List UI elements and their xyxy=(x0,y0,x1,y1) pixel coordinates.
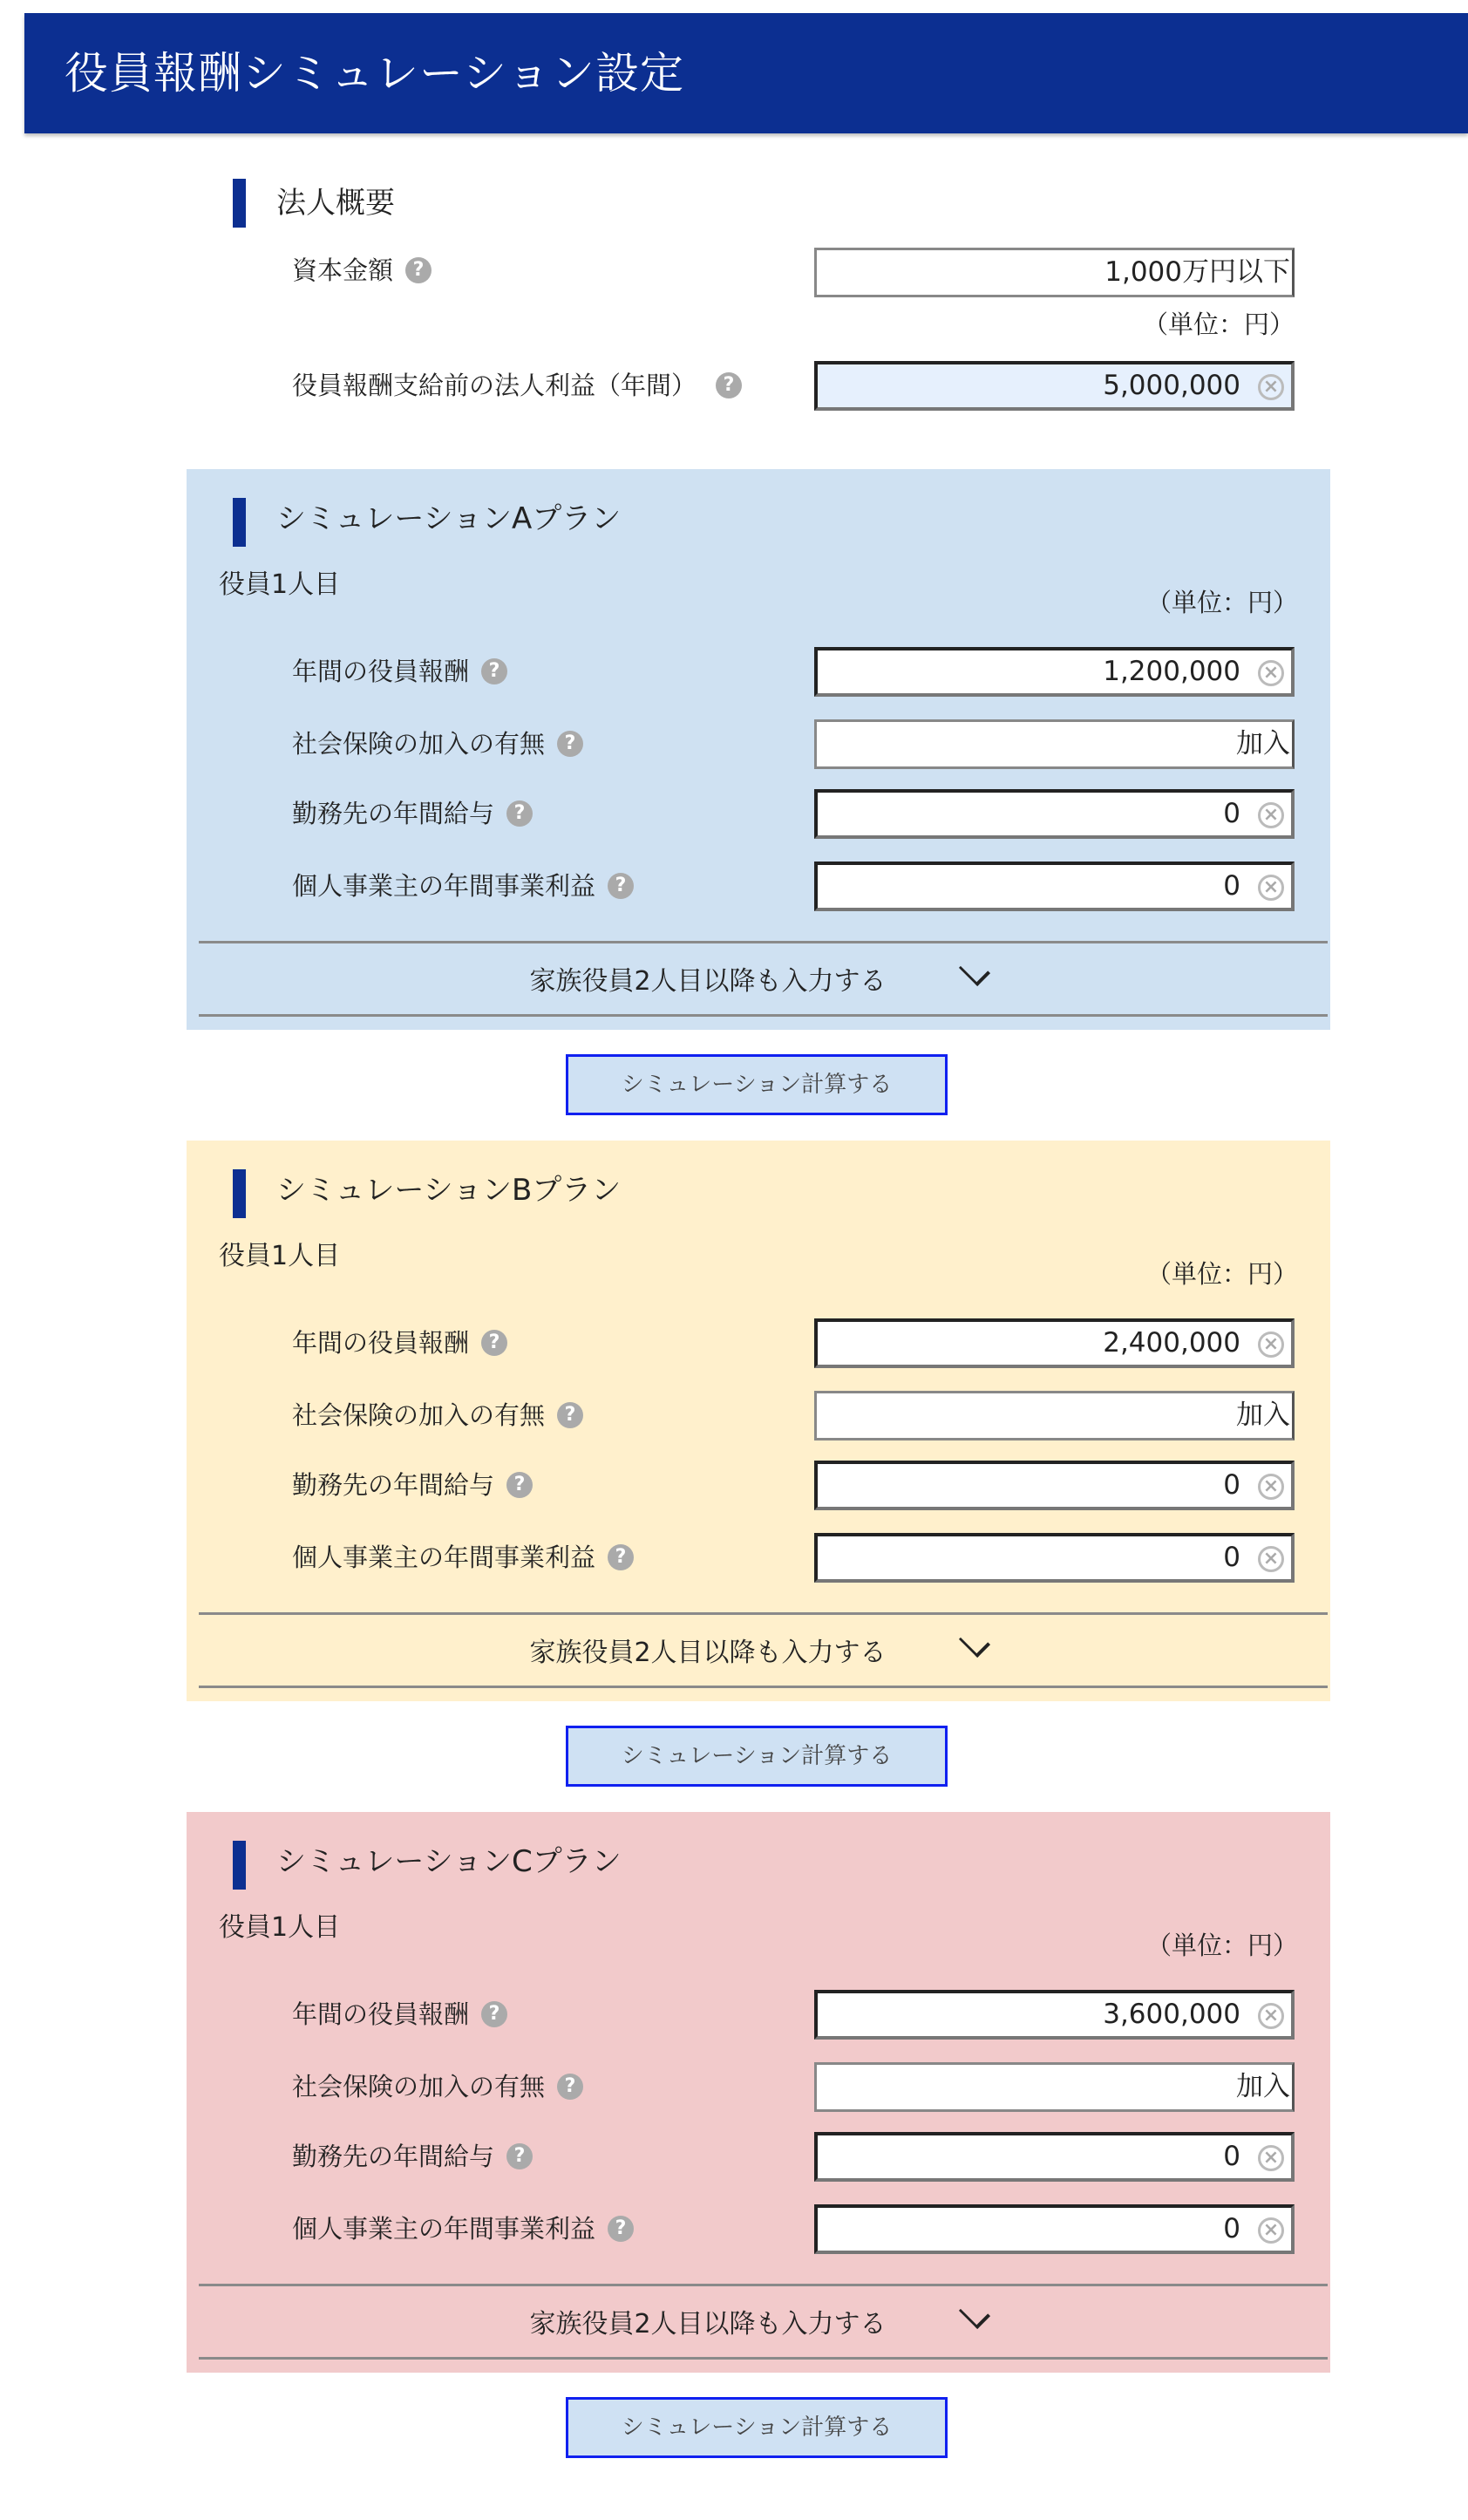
clear-icon[interactable]: × xyxy=(1258,1546,1284,1572)
annual-compensation-label-text: 年間の役員報酬 xyxy=(292,1999,470,2029)
business-profit-label-text: 個人事業主の年間事業利益 xyxy=(292,2214,596,2244)
help-icon[interactable]: ? xyxy=(405,257,432,283)
plan-a-panel xyxy=(187,469,1330,1030)
social-insurance-label-text: 社会保険の加入の有無 xyxy=(292,1400,546,1430)
chevron-down-icon xyxy=(959,2298,990,2329)
business-profit-label-text: 個人事業主の年間事業利益 xyxy=(292,1543,596,1572)
plan-c-calculate-button[interactable]: シミュレーション計算する xyxy=(566,2397,948,2458)
help-icon[interactable]: ? xyxy=(506,800,533,827)
help-icon[interactable]: ? xyxy=(506,1472,533,1498)
annual-compensation-input[interactable] xyxy=(814,647,1295,697)
clear-icon[interactable]: × xyxy=(1258,2003,1284,2029)
social-insurance-label xyxy=(292,1398,583,1433)
profit-label-text: 役員報酬支給前の法人利益（年間） xyxy=(292,371,697,400)
expand-label: 家族役員2人目以降も入力する xyxy=(529,2309,887,2340)
clear-icon[interactable]: × xyxy=(1258,1474,1284,1500)
chevron-down-icon xyxy=(959,955,990,986)
plan-title: シミュレーションCプラン xyxy=(276,1844,622,1879)
annual-compensation-label xyxy=(292,654,507,689)
clear-icon[interactable]: × xyxy=(1258,875,1284,901)
help-icon[interactable]: ? xyxy=(506,2143,533,2169)
social-insurance-value: 加入 xyxy=(1236,1400,1290,1431)
help-icon[interactable]: ? xyxy=(608,2216,634,2242)
unit-label: （単位：円） xyxy=(1145,588,1298,617)
help-icon[interactable]: ? xyxy=(608,1544,634,1570)
clear-icon[interactable]: × xyxy=(1258,374,1284,400)
divider xyxy=(199,1014,1328,1017)
help-icon[interactable]: ? xyxy=(608,873,634,899)
annual-compensation-label xyxy=(292,1997,507,2032)
annual-compensation-input[interactable] xyxy=(814,1318,1295,1368)
employer-salary-input[interactable] xyxy=(814,1461,1295,1510)
help-icon[interactable]: ? xyxy=(557,1402,583,1428)
business-profit-value: 0 xyxy=(1223,2213,1240,2244)
employer-salary-label-text: 勤務先の年間給与 xyxy=(292,1470,495,1500)
employer-salary-value: 0 xyxy=(1223,798,1240,829)
help-icon[interactable]: ? xyxy=(716,372,742,398)
employer-salary-input[interactable] xyxy=(814,789,1295,839)
corporate-section xyxy=(187,0,1330,453)
section-bar xyxy=(233,1169,246,1218)
expand-label: 家族役員2人目以降も入力する xyxy=(529,966,887,997)
profit-label xyxy=(292,368,742,403)
expand-label: 家族役員2人目以降も入力する xyxy=(529,1638,887,1668)
help-icon[interactable]: ? xyxy=(557,2074,583,2100)
chevron-down-icon xyxy=(959,1626,990,1658)
clear-icon[interactable]: × xyxy=(1258,2217,1284,2244)
plan-a-calculate-button[interactable]: シミュレーション計算する xyxy=(566,1054,948,1115)
clear-icon[interactable]: × xyxy=(1258,1332,1284,1358)
section-title: 法人概要 xyxy=(276,186,395,221)
social-insurance-label-text: 社会保険の加入の有無 xyxy=(292,729,546,759)
section-bar xyxy=(233,179,246,228)
page-title: 役員報酬シミュレーション設定 xyxy=(65,48,684,99)
employer-salary-label xyxy=(292,796,533,831)
business-profit-value: 0 xyxy=(1223,870,1240,902)
person-label: 役員1人目 xyxy=(219,569,341,600)
business-profit-label xyxy=(292,868,634,903)
employer-salary-input[interactable] xyxy=(814,2132,1295,2182)
help-icon[interactable]: ? xyxy=(481,1330,507,1356)
social-insurance-select[interactable] xyxy=(814,719,1295,769)
clear-icon[interactable]: × xyxy=(1258,660,1284,686)
unit-label: （単位：円） xyxy=(1142,310,1295,339)
social-insurance-value: 加入 xyxy=(1236,728,1290,759)
business-profit-input[interactable] xyxy=(814,2204,1295,2254)
expand-family-officers-toggle[interactable] xyxy=(187,2285,1330,2358)
plan-title: シミュレーションAプラン xyxy=(276,501,622,536)
annual-compensation-value: 2,400,000 xyxy=(1103,1327,1240,1359)
annual-compensation-label xyxy=(292,1325,507,1360)
annual-compensation-label-text: 年間の役員報酬 xyxy=(292,1328,470,1358)
annual-compensation-label-text: 年間の役員報酬 xyxy=(292,657,470,686)
annual-compensation-input[interactable] xyxy=(814,1990,1295,2040)
unit-label: （単位：円） xyxy=(1145,1931,1298,1960)
social-insurance-select[interactable] xyxy=(814,1391,1295,1440)
social-insurance-label-text: 社会保険の加入の有無 xyxy=(292,2072,546,2101)
employer-salary-value: 0 xyxy=(1223,2141,1240,2172)
clear-icon[interactable]: × xyxy=(1258,802,1284,828)
capital-value: 1,000万円以下 xyxy=(1104,256,1290,288)
expand-family-officers-toggle[interactable] xyxy=(187,942,1330,1015)
section-bar xyxy=(233,1841,246,1890)
employer-salary-label-text: 勤務先の年間給与 xyxy=(292,799,495,828)
social-insurance-label xyxy=(292,726,583,761)
business-profit-label xyxy=(292,1540,634,1575)
business-profit-input[interactable] xyxy=(814,1533,1295,1583)
capital-label-text: 資本金額 xyxy=(292,255,394,285)
help-icon[interactable]: ? xyxy=(481,2001,507,2027)
employer-salary-label-text: 勤務先の年間給与 xyxy=(292,2142,495,2171)
employer-salary-value: 0 xyxy=(1223,1469,1240,1501)
plan-title: シミュレーションBプラン xyxy=(276,1173,622,1208)
divider xyxy=(199,2357,1328,2360)
unit-label: （単位：円） xyxy=(1145,1259,1298,1289)
social-insurance-value: 加入 xyxy=(1236,2071,1290,2102)
capital-select[interactable] xyxy=(814,248,1295,297)
business-profit-value: 0 xyxy=(1223,1542,1240,1573)
clear-icon[interactable]: × xyxy=(1258,2145,1284,2171)
person-label: 役員1人目 xyxy=(219,1241,341,1271)
expand-family-officers-toggle[interactable] xyxy=(187,1613,1330,1686)
employer-salary-label xyxy=(292,1468,533,1502)
plan-c-panel xyxy=(187,1812,1330,2373)
help-icon[interactable]: ? xyxy=(481,658,507,684)
profit-input[interactable] xyxy=(814,361,1295,411)
social-insurance-select[interactable] xyxy=(814,2062,1295,2112)
section-bar xyxy=(233,498,246,547)
profit-value: 5,000,000 xyxy=(1103,370,1240,401)
plan-b-calculate-button[interactable]: シミュレーション計算する xyxy=(566,1726,948,1787)
social-insurance-label xyxy=(292,2069,583,2104)
business-profit-label-text: 個人事業主の年間事業利益 xyxy=(292,871,596,901)
plan-b-panel xyxy=(187,1141,1330,1701)
capital-label xyxy=(292,253,432,288)
annual-compensation-value: 1,200,000 xyxy=(1103,656,1240,687)
help-icon[interactable]: ? xyxy=(557,731,583,757)
divider xyxy=(199,1686,1328,1688)
business-profit-label xyxy=(292,2211,634,2246)
annual-compensation-value: 3,600,000 xyxy=(1103,1999,1240,2030)
person-label: 役員1人目 xyxy=(219,1912,341,1943)
business-profit-input[interactable] xyxy=(814,862,1295,911)
employer-salary-label xyxy=(292,2139,533,2174)
